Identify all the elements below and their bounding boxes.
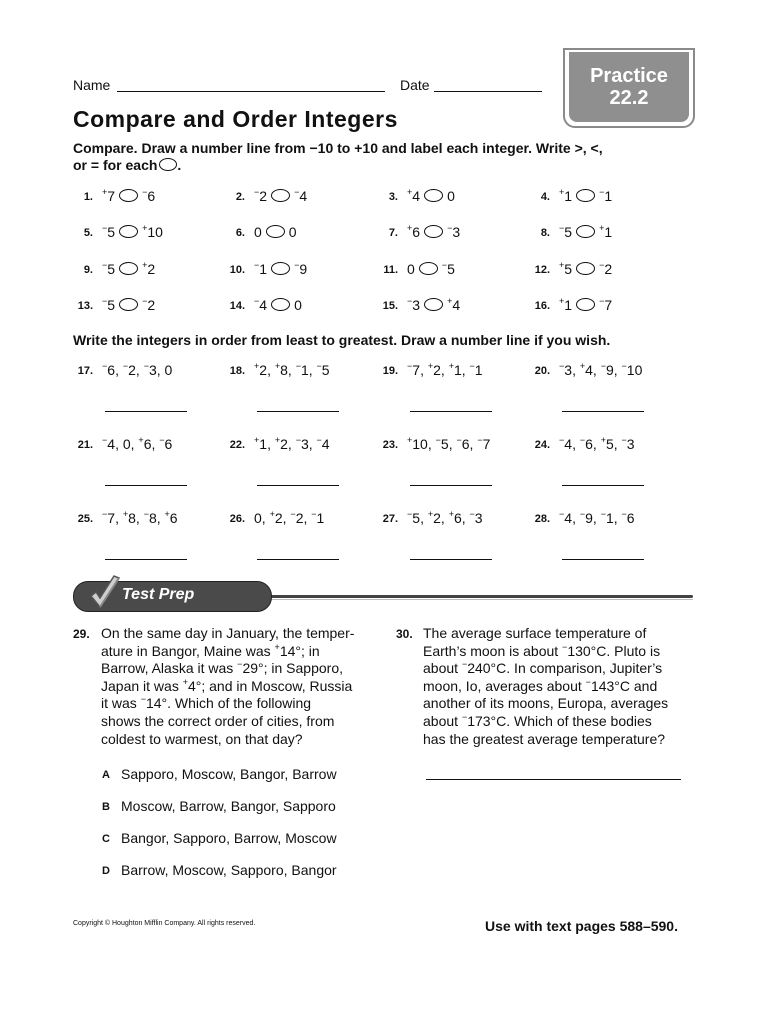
sign: − (435, 435, 441, 445)
order-problem: 0, +2, −2, −1 (254, 509, 325, 526)
question-30-number: 30. (396, 627, 413, 641)
integer: −7 (407, 361, 421, 378)
copyright: Copyright © Houghton Mifflin Company. All rights reserved. (73, 920, 256, 927)
question-line: Japan it was +4°; and in Moscow, Russia (101, 676, 353, 694)
sign: − (579, 509, 586, 519)
integer: +2 (274, 435, 288, 452)
order-instruction: Write the integers in order from least to greatest. Draw a number line if you wish. (73, 332, 611, 348)
problem-number: 15. (382, 300, 398, 312)
sign: − (599, 187, 605, 197)
left-integer: +6 (407, 223, 421, 240)
integer: −3 (143, 361, 157, 378)
sign: + (142, 223, 148, 233)
integer: −5 (407, 509, 421, 526)
answer-choice-c[interactable]: Bangor, Sapporo, Barrow, Moscow (121, 830, 337, 846)
sign: + (407, 435, 413, 445)
sign: − (142, 187, 148, 197)
sign: − (254, 296, 260, 306)
sign: − (559, 509, 565, 519)
left-integer: +7 (102, 187, 116, 204)
integer: −5 (435, 435, 449, 452)
sign: − (469, 361, 475, 371)
order-problem: −4, −9, −1, −6 (559, 509, 635, 526)
sign: + (599, 223, 605, 233)
date-line[interactable] (434, 91, 542, 92)
answer-line[interactable] (105, 559, 187, 560)
integer: −3 (621, 435, 635, 452)
integer: −9 (579, 509, 593, 526)
left-integer: −3 (407, 296, 421, 313)
sign: + (427, 361, 434, 371)
sign: − (316, 361, 322, 371)
answer-oval[interactable] (119, 225, 138, 238)
compare-problem (559, 188, 612, 204)
answer-line[interactable] (410, 485, 492, 486)
problem-number: 28. (534, 513, 550, 525)
sign: − (140, 694, 146, 705)
sign: − (254, 260, 260, 270)
compare-problem (559, 261, 612, 277)
integer: −9 (600, 361, 614, 378)
answer-oval[interactable] (271, 189, 290, 202)
problem-number: 4. (540, 191, 550, 203)
sign: − (295, 361, 301, 371)
sign: + (254, 435, 260, 445)
answer-oval[interactable] (424, 225, 443, 238)
sign: + (579, 361, 586, 371)
right-integer: −7 (599, 296, 613, 313)
answer-oval[interactable] (419, 262, 438, 275)
compare-problem (102, 188, 155, 204)
answer-oval[interactable] (271, 262, 290, 275)
left-integer: −2 (254, 187, 268, 204)
sign: − (294, 260, 300, 270)
integer: −5 (316, 361, 330, 378)
sign: + (407, 223, 413, 233)
sign: − (559, 435, 565, 445)
answer-line[interactable] (410, 559, 492, 560)
answer-line[interactable] (105, 485, 187, 486)
problem-number: 6. (235, 227, 245, 239)
compare-problem (102, 297, 155, 313)
sign: + (122, 509, 129, 519)
sign: + (274, 361, 281, 371)
compare-problem (407, 188, 455, 204)
sign: − (102, 509, 108, 519)
left-integer: −5 (102, 296, 116, 313)
sign: + (600, 435, 606, 445)
integer: +1 (254, 435, 268, 452)
integer: −1 (295, 361, 309, 378)
sign: − (585, 676, 591, 687)
practice-number: 22.2 (609, 87, 649, 109)
question-29-text (101, 625, 354, 748)
integer: +2 (254, 361, 268, 378)
sign: − (447, 223, 453, 233)
integer: −3 (295, 435, 309, 452)
integer: −2 (122, 361, 136, 378)
sign: + (274, 435, 281, 445)
order-problem: −6, −2, −3, 0 (102, 361, 173, 378)
integer: −3 (469, 509, 483, 526)
right-integer: +4 (447, 296, 461, 313)
integer: −1 (469, 361, 483, 378)
right-integer: 0 (447, 188, 455, 204)
sign: + (559, 187, 565, 197)
problem-number: 2. (235, 191, 245, 203)
integer: +6 (138, 435, 152, 452)
sign: + (448, 509, 454, 519)
compare-problem (102, 224, 163, 240)
integer: +6 (164, 509, 178, 526)
integer: −6 (159, 435, 173, 452)
answer-oval[interactable] (119, 298, 138, 311)
answer-oval[interactable] (266, 225, 285, 238)
sign: + (559, 260, 565, 270)
sign: − (407, 361, 413, 371)
compare-instruction-line2: or = for each . (73, 157, 182, 173)
problem-number: 8. (540, 227, 550, 239)
sign: + (164, 509, 170, 519)
answer-oval[interactable] (119, 262, 138, 275)
integer: +1 (448, 361, 462, 378)
answer-line[interactable] (257, 411, 339, 412)
integer: −10 (621, 361, 643, 378)
sign: − (159, 435, 165, 445)
order-problem: −5, +2, +6, −3 (407, 509, 483, 526)
integer: −3 (559, 361, 573, 378)
order-problem: −3, +4, −9, −10 (559, 361, 643, 378)
answer-oval-icon (159, 158, 177, 171)
problem-number: 17. (77, 365, 93, 377)
integer: +4 (579, 361, 593, 378)
answer-oval[interactable] (576, 298, 595, 311)
problem-number: 3. (388, 191, 398, 203)
integer: +8 (274, 361, 288, 378)
problem-number: 21. (77, 439, 93, 451)
integer: +2 (427, 361, 441, 378)
sign: − (461, 659, 468, 670)
problem-number: 27. (382, 513, 398, 525)
question-line: about −240°C. In comparison, Jupiter’s (423, 659, 663, 677)
sign: − (237, 659, 243, 670)
answer-line[interactable] (257, 559, 339, 560)
question-line: coldest to warmest, on that day? (101, 730, 303, 747)
compare-problem (559, 297, 612, 313)
name-line[interactable] (117, 91, 385, 92)
compare-problem (254, 261, 307, 277)
right-integer: −3 (447, 223, 461, 240)
right-integer: 0 (288, 224, 297, 240)
sign: − (621, 361, 627, 371)
problem-number: 5. (83, 227, 93, 239)
problem-number: 20. (534, 365, 550, 377)
choice-letter: D (102, 865, 110, 877)
answer-oval[interactable] (424, 298, 443, 311)
practice-badge (569, 52, 689, 122)
integer: −4 (559, 509, 573, 526)
sign: + (407, 187, 413, 197)
question-line: Earth’s moon is about −130°C. Pluto is (423, 641, 661, 659)
sign: − (102, 260, 108, 270)
sign: + (427, 509, 434, 519)
question-line: On the same day in January, the temper- (101, 625, 355, 641)
problem-number: 1. (83, 191, 93, 203)
sign: − (579, 435, 586, 445)
order-problem: +1, +2, −3, −4 (254, 435, 330, 452)
sign: − (461, 711, 468, 722)
integer: +2 (269, 509, 283, 526)
sign: − (600, 509, 606, 519)
compare-problem (559, 224, 612, 240)
answer-line[interactable] (105, 411, 187, 412)
answer-oval[interactable] (576, 189, 595, 202)
order-problem: +2, +8, −1, −5 (254, 361, 330, 378)
question-line: Barrow, Alaska it was −29°; in Sapporo, (101, 659, 343, 677)
integer: −6 (621, 509, 635, 526)
integer: −6 (102, 361, 116, 378)
integer: −1 (311, 509, 325, 526)
left-integer: −5 (102, 223, 116, 240)
sign: + (269, 509, 275, 519)
page-title: Compare and Order Integers (73, 106, 398, 132)
sign: − (477, 435, 483, 445)
left-integer: −4 (254, 296, 268, 313)
question-line: shows the correct order of cities, from (101, 712, 335, 729)
right-integer: 0 (294, 297, 302, 313)
answer-oval[interactable] (576, 262, 595, 275)
sign: − (407, 509, 413, 519)
sign: + (138, 435, 144, 445)
integer: 0 (254, 510, 262, 526)
left-integer: +1 (559, 296, 573, 313)
compare-instruction-line1: Compare. Draw a number line from −10 to +10 and label each integer. Write >, <, (73, 140, 603, 156)
sign: − (562, 641, 568, 652)
sign: − (621, 435, 627, 445)
problem-number: 25. (77, 513, 93, 525)
problem-number: 19. (382, 365, 398, 377)
sign: + (102, 187, 108, 197)
right-integer: −6 (142, 187, 156, 204)
problem-number: 11. (383, 264, 398, 276)
compare-problem (254, 297, 302, 313)
compare-problem (254, 188, 307, 204)
right-integer: +1 (599, 223, 613, 240)
problem-number: 18. (229, 365, 245, 377)
integer: −4 (559, 435, 573, 452)
sign: − (102, 223, 108, 233)
choice-letter: A (102, 769, 110, 781)
left-integer: −1 (254, 260, 268, 277)
question-30-text (423, 625, 668, 748)
left-integer: −5 (102, 260, 116, 277)
left-integer: 0 (254, 224, 262, 240)
question-line: it was −14°. Which of the following (101, 694, 312, 712)
question-line: about −173°C. Which of these bodies (423, 711, 652, 729)
integer: +2 (427, 509, 441, 526)
sign: − (142, 296, 148, 306)
order-problem: −7, +8, −8, +6 (102, 509, 178, 526)
right-integer: −2 (142, 296, 156, 313)
answer-choice-a[interactable]: Sapporo, Moscow, Bangor, Barrow (121, 766, 337, 782)
question-line: has the greatest average temperature? (423, 730, 666, 747)
right-integer: −2 (599, 260, 613, 277)
name-label: Name (73, 77, 111, 93)
problem-number: 13. (77, 300, 93, 312)
right-integer: +10 (142, 223, 163, 240)
order-problem: −4, 0, +6, −6 (102, 435, 173, 452)
sign: − (600, 361, 606, 371)
right-integer: −1 (599, 187, 613, 204)
sign: − (143, 509, 149, 519)
practice-tab (563, 48, 695, 128)
sign: − (290, 509, 296, 519)
left-integer: −5 (559, 223, 573, 240)
compare-problem (407, 297, 460, 313)
problem-number: 16. (534, 300, 550, 312)
problem-number: 22. (229, 439, 245, 451)
integer: −6 (456, 435, 470, 452)
question-line: moon, Io, averages about −143°C and (423, 676, 658, 694)
question-line: The average surface temperature of (423, 625, 647, 641)
compare-problem (102, 261, 155, 277)
answer-oval[interactable] (271, 298, 290, 311)
sign: − (316, 435, 322, 445)
question-29-number: 29. (73, 627, 90, 641)
sign: − (621, 509, 627, 519)
integer: −4 (316, 435, 330, 452)
problem-number: 14. (229, 300, 245, 312)
integer: −8 (143, 509, 157, 526)
sign: − (599, 296, 605, 306)
test-prep-banner (73, 581, 272, 612)
integer: +5 (600, 435, 614, 452)
integer: −2 (290, 509, 304, 526)
right-integer: −4 (294, 187, 308, 204)
sign: + (142, 260, 148, 270)
sign: + (559, 296, 565, 306)
answer-line[interactable] (562, 559, 644, 560)
checkmark-icon (88, 574, 122, 614)
sign: − (122, 361, 129, 371)
question-line: another of its moons, Europa, averages (423, 695, 669, 712)
text-pages-reference: Use with text pages 588–590. (485, 918, 678, 934)
right-integer: −5 (441, 260, 455, 277)
integer: +10 (407, 435, 428, 452)
sign: − (407, 296, 413, 306)
sign: − (559, 361, 565, 371)
sign: − (294, 187, 300, 197)
integer: 0 (122, 436, 131, 452)
answer-oval[interactable] (424, 189, 443, 202)
compare-problem (407, 261, 455, 277)
sign: − (469, 509, 475, 519)
answer-choice-b[interactable]: Moscow, Barrow, Bangor, Sapporo (121, 798, 336, 814)
answer-line[interactable] (257, 485, 339, 486)
answer-choice-d[interactable]: Barrow, Moscow, Sapporo, Bangor (121, 862, 337, 878)
sign: − (295, 435, 301, 445)
answer-line[interactable] (562, 411, 644, 412)
test-prep-label: Test Prep (122, 586, 195, 603)
sign: − (102, 361, 108, 371)
sign: − (456, 435, 462, 445)
compare-instruction (73, 140, 603, 174)
order-problem: +10, −5, −6, −7 (407, 435, 491, 452)
left-integer: +1 (559, 187, 573, 204)
sign: + (448, 361, 454, 371)
answer-oval[interactable] (576, 225, 595, 238)
left-integer: 0 (407, 261, 415, 277)
integer: +8 (122, 509, 136, 526)
sign: − (559, 223, 565, 233)
sign: − (143, 361, 149, 371)
integer: 0 (164, 362, 173, 378)
order-problem: −7, +2, +1, −1 (407, 361, 483, 378)
answer-line[interactable] (410, 411, 492, 412)
sign: + (274, 641, 280, 652)
answer-line[interactable] (562, 485, 644, 486)
question-line: ature in Bangor, Maine was +14°; in (101, 641, 320, 659)
integer: −7 (102, 509, 116, 526)
integer: −7 (477, 435, 491, 452)
integer: +6 (448, 509, 462, 526)
problem-number: 24. (534, 439, 550, 451)
answer-oval[interactable] (119, 189, 138, 202)
problem-number: 10. (229, 264, 245, 276)
left-integer: +4 (407, 187, 421, 204)
problem-number: 12. (534, 264, 550, 276)
choice-letter: B (102, 801, 110, 813)
right-integer: +2 (142, 260, 156, 277)
sign: + (447, 296, 453, 306)
integer: −4 (102, 435, 116, 452)
sign: − (441, 260, 448, 270)
problem-number: 26. (229, 513, 245, 525)
sign: + (254, 361, 260, 371)
question-30-answer-line[interactable] (426, 779, 681, 780)
choice-letter: C (102, 833, 110, 845)
order-problem: −4, −6, +5, −3 (559, 435, 635, 452)
problem-number: 9. (83, 264, 93, 276)
integer: −1 (600, 509, 614, 526)
sign: − (102, 435, 108, 445)
test-prep-rule-shadow (268, 599, 693, 600)
sign: + (182, 676, 188, 687)
right-integer: −9 (294, 260, 308, 277)
sign: − (102, 296, 108, 306)
left-integer: +5 (559, 260, 573, 277)
date-label: Date (400, 77, 430, 93)
sign: − (599, 260, 605, 270)
practice-word: Practice (590, 65, 668, 87)
sign: − (311, 509, 317, 519)
problem-number: 23. (382, 439, 398, 451)
integer: −6 (579, 435, 593, 452)
problem-number: 7. (388, 227, 398, 239)
compare-problem (407, 224, 460, 240)
sign: − (254, 187, 260, 197)
compare-problem (254, 224, 297, 240)
test-prep-rule (268, 595, 693, 598)
